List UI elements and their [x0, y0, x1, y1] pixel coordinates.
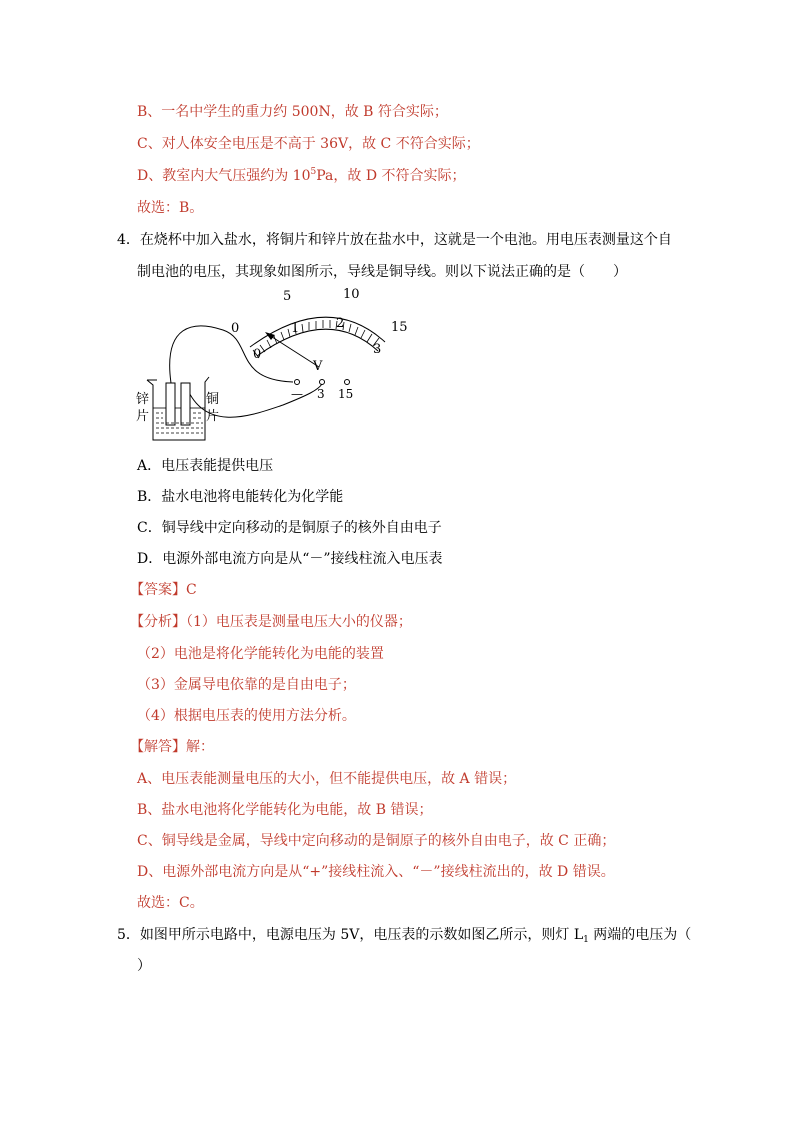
q4-option-c: C．铜导线中定向移动的是铜原子的核外自由电子 — [137, 520, 442, 536]
q4-solution-c: C、铜导线是金属，导线中定向移动的是铜原子的核外自由电子，故 C 正确； — [137, 833, 616, 849]
meter-arc-inner — [257, 329, 378, 356]
q4-solution-d: D、电源外部电流方向是从“+”接线柱流入、“－”接线柱流出的，故 D 错误。 — [137, 864, 615, 880]
q4-solution-heading: 【解答】解： — [130, 739, 214, 755]
inner-scale-2: 2 — [336, 316, 345, 331]
q4-option-b: B．盐水电池将电能转化为化学能 — [137, 489, 344, 505]
terminal-15 — [345, 380, 350, 385]
answer-value: C — [186, 582, 197, 598]
solution-tag: 【解答】 — [130, 739, 186, 755]
q4-solution-b: B、盐水电池将化学能转化为电能，故 B 错误； — [137, 802, 433, 818]
q4-option-a: A．电压表能提供电压 — [137, 458, 274, 474]
terminal-label-3: 3 — [317, 387, 325, 401]
outer-scale-10: 10 — [343, 287, 360, 302]
q4-analysis-1: 【分析】（1）电压表是测量电压大小的仪器； — [130, 614, 412, 630]
beaker — [147, 377, 209, 440]
q4-stem-line1: 4．在烧杯中加入盐水，将铜片和锌片放在盐水中，这就是一个电池。用电压表测量这个自 — [117, 232, 672, 248]
q4-analysis-2: （2）电池是将化学能转化为电能的装置 — [137, 646, 384, 662]
prev-option-c: C、对人体安全电压是不高于 36V，故 C 不符合实际； — [137, 136, 480, 152]
outer-scale-5: 5 — [283, 289, 292, 304]
q4-answer — [130, 580, 197, 600]
q4-solution-a: A、电压表能测量电压的大小，但不能提供电压，故 A 错误； — [137, 771, 517, 787]
terminal-negative — [295, 380, 300, 385]
q5-stem-line2: ） — [137, 958, 151, 974]
label-copper-1: 铜 — [206, 392, 220, 407]
q4-analysis-3: （3）金属导电依靠的是自由电子； — [137, 677, 356, 693]
q4-choice: 故选：C。 — [137, 895, 204, 911]
inner-scale-0: 0 — [253, 347, 262, 362]
terminal-label-15: 15 — [338, 387, 354, 401]
meter-arc — [250, 317, 385, 347]
q5-stem-line1: 5．如图甲所示电路中，电源电压为 5V，电压表的示数如图乙所示，则灯 $L_1$ 两端的电压为（ — [117, 927, 692, 945]
q4-stem-line2: 制电池的电压，其现象如图所示，导线是铜导线。则以下说法正确的是（ ） — [137, 264, 627, 280]
salt-water — [153, 408, 205, 433]
label-zinc-2: 片 — [136, 409, 150, 424]
inner-scale-1: 1 — [291, 321, 300, 336]
q4-analysis-4: （4）根据电压表的使用方法分析。 — [137, 708, 356, 724]
prev-choice: 故选：B。 — [137, 200, 204, 216]
terminal-3 — [320, 380, 325, 385]
prev-option-b: B、一名中学生的重力约 500N，故 B 符合实际； — [137, 104, 448, 120]
answer-tag: 【答案】 — [130, 582, 186, 598]
outer-scale-15: 15 — [391, 320, 408, 335]
meter-ticks — [253, 320, 382, 358]
terminal-label-negative: — — [291, 387, 303, 401]
voltmeter-battery-figure — [133, 285, 423, 445]
analysis-tag: 【分析】 — [130, 614, 186, 630]
wire-zinc — [170, 326, 293, 383]
inner-scale-3: 3 — [373, 342, 382, 357]
label-zinc-1: 锌 — [136, 392, 150, 407]
prev-option-d: D、教室内大气压强约为 $10^5Pa$，故 D 不符合实际； — [137, 167, 466, 184]
label-copper-2: 片 — [206, 409, 220, 424]
zinc-plate — [166, 383, 175, 425]
outer-scale-0: 0 — [231, 321, 240, 336]
copper-plate — [181, 383, 190, 425]
meter-symbol: V — [313, 359, 323, 374]
q4-option-d: D．电源外部电流方向是从“－”接线柱流入电压表 — [137, 551, 443, 567]
meter-needle — [269, 335, 319, 367]
